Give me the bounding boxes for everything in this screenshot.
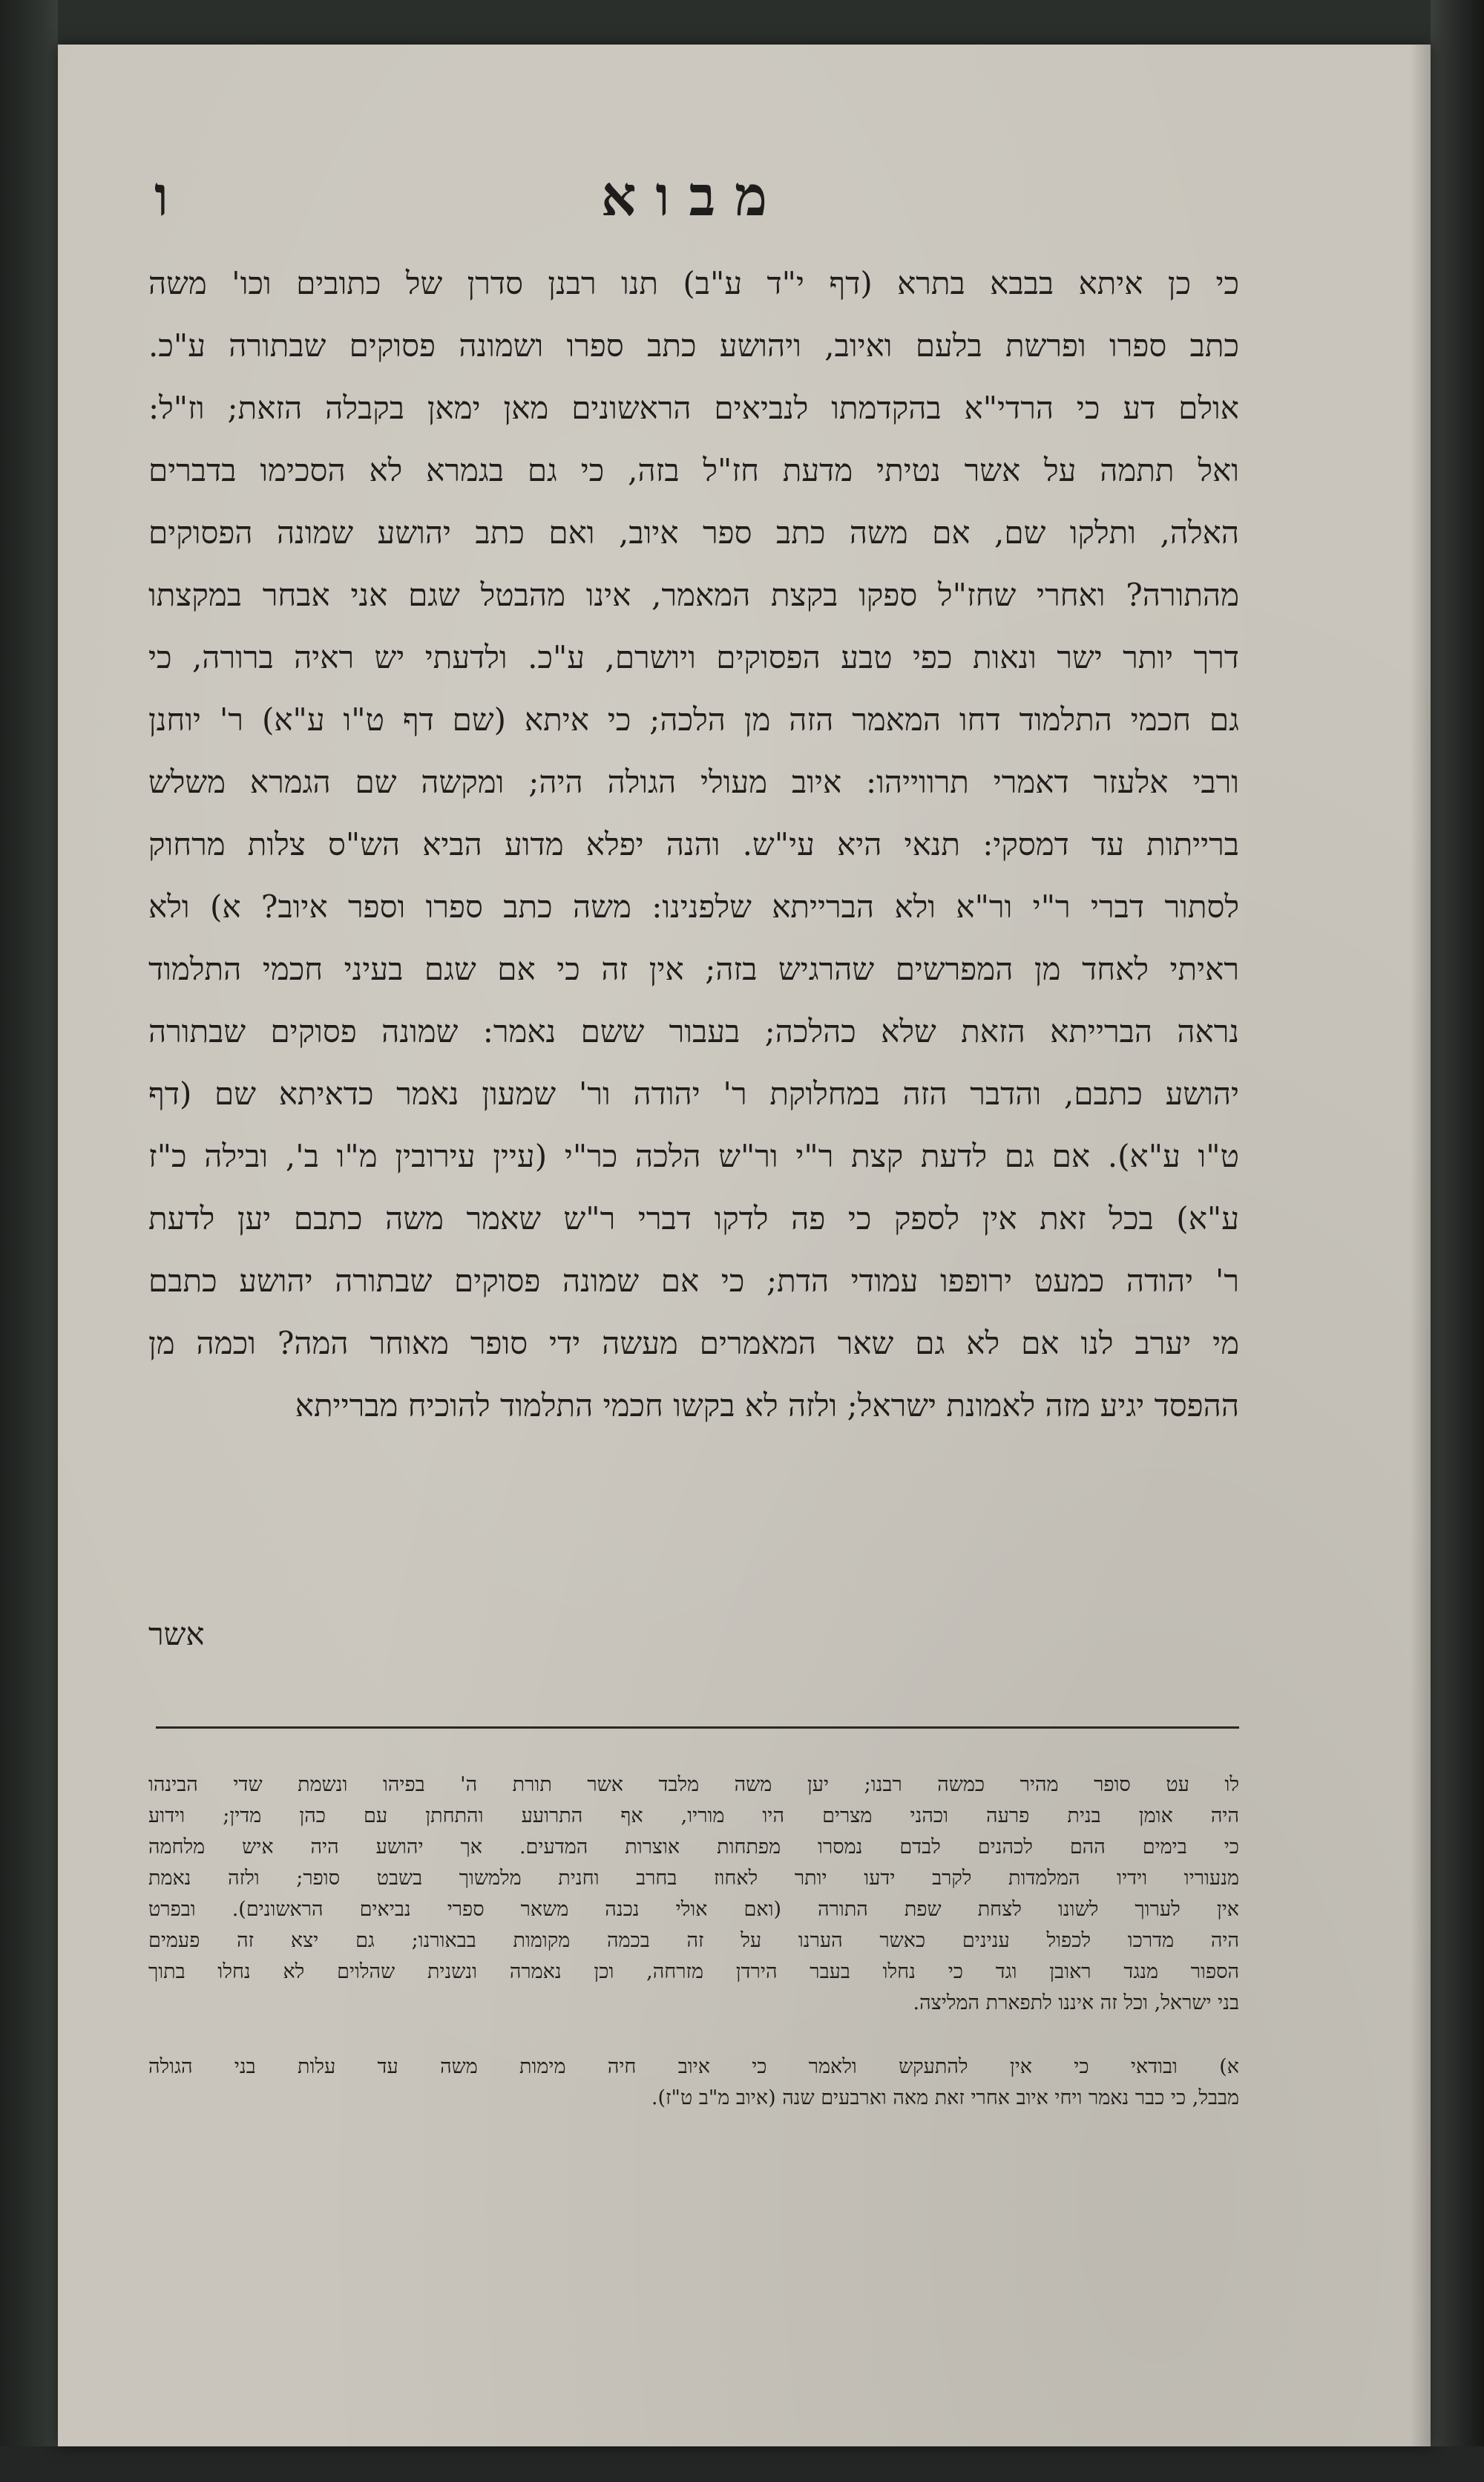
footnote-a: [148, 2052, 1239, 2114]
text-line: מי יערב לנו אם לא גם שאר המאמרים מעשה ידי סופר מאוחר המה? וכמה מן: [148, 1325, 1239, 1361]
footnote-star: [148, 1769, 1239, 2019]
page-gutter-shadow: [1410, 45, 1431, 2446]
scanner-bed-left: [0, 0, 58, 2482]
text-line: כי כן איתא בבבא בתרא (דף י"ד ע"ב) תנו רבנן סדרן של כתובים וכו' משה: [148, 265, 1239, 301]
footnote-line: אין לערוך לשונו לצחת שפת התורה (ואם אולי נכנה משאר ספרי נביאים הראשונים). ובפרט: [148, 1898, 1239, 1921]
text-line: ר' יהודה כמעט ירופפו עמודי הדת; כי אם שמונה פסוקים שבתורה יהושע כתבם: [148, 1263, 1239, 1299]
footnotes-block: [148, 1769, 1239, 2114]
text-line: דרך יותר ישר ונאות כפי טבע הפסוקים ויושרם, ע"כ. ולדעתי יש ראיה ברורה, כי: [148, 639, 1239, 675]
page-header: [148, 156, 1239, 238]
footnote-line: מבבל, כי כבר נאמר ויחי איוב אחרי זאת מאה וארבעים שנה (איוב מ"ב ט"ז).: [651, 2086, 1239, 2109]
footnote-line: כי בימים ההם לכהנים לבדם נמסרו מפתחות אוצרות המדעים. אך יהושע היה איש מלחמה: [148, 1836, 1239, 1859]
text-line: גם חכמי התלמוד דחו המאמר הזה מן הלכה; כי איתא (שם דף ט"ו ע"א) ר' יוחנן: [148, 701, 1239, 738]
text-line: ראיתי לאחד מן המפרשים שהרגיש בזה; אין זה כי אם שגם בעיני חכמי התלמוד: [148, 951, 1239, 987]
text-line: ואל תתמה על אשר נטיתי מדעת חז"ל בזה, כי גם בגמרא לא הסכימו בדברים: [148, 452, 1239, 488]
footnote-line: מנעוריו וידיו המלמדות לקרב ידעו יותר לאחוז בחרב וחנית מלמשוך בשבט סופר; ולזה נאמת: [148, 1867, 1239, 1890]
text-line: אולם דע כי הרדי"א בהקדמתו לנביאים הראשונים מאן ימאן בקבלה הזאת; וז"ל:: [148, 390, 1239, 426]
text-line: יהושע כתבם, והדבר הזה במחלוקת ר' יהודה ור' שמעון נאמר כדאיתא שם (דף: [148, 1075, 1239, 1112]
footnote-line: היה מדרכו לכפול ענינים כאשר הערנו על זה בכמה מקומות בבאורנו; גם יצא זה פעמים: [148, 1929, 1239, 1952]
text-line: נראה הברייתא הזאת שלא כהלכה; בעבור ששם נאמר: שמונה פסוקים שבתורה: [148, 1013, 1239, 1050]
catchword: אשר: [148, 1616, 205, 1652]
footnote-line: הספור מנגד ראובן וגד כי נחלו בעבר הירדן מזרחה, וכן נאמרה ונשנית שהלוים לא נחלו בתוך: [148, 1960, 1239, 1983]
text-line: האלה, ותלקו שם, אם משה כתב ספר איוב, ואם כתב יהושע שמונה הפסוקים: [148, 514, 1239, 551]
footnote-line: א) ובודאי כי אין להתעקש ולאמר כי איוב חיה מימות משה עד עלות בני הגולה: [148, 2055, 1239, 2078]
running-title: מבוא: [601, 165, 787, 229]
text-line: כתב ספרו ופרשת בלעם ואיוב, ויהושע כתב ספרו ושמונה פסוקים שבתורה ע"כ.: [148, 327, 1239, 364]
footnote-gap: [148, 2019, 1239, 2052]
scanner-bed-bottom: [0, 2446, 1484, 2482]
footnote-line: בני ישראל, וכל זה איננו לתפארת המליצה.: [913, 1991, 1239, 2014]
text-line: לסתור דברי ר"י ור"א ולא הברייתא שלפנינו: משה כתב ספרו וספר איוב? א) ולא: [148, 888, 1239, 925]
text-line: מהתורה? ואחרי שחז"ל ספקו בקצת המאמר, אינו מהבטל שגם אני אבחר במקצתו: [148, 577, 1239, 613]
text-line: ט"ו ע"א). אם גם לדעת קצת ר"י ור"ש הלכה כר"י (עיין עירובין מ"ו ב', ובילה כ"ז: [148, 1138, 1239, 1174]
scanner-bed-right: [1431, 0, 1484, 2482]
text-line: ברייתות עד דמסקי: תנאי היא עי"ש. והנה יפלא מדוע הביא הש"ס צלות מרחוק: [148, 826, 1239, 862]
text-line: ע"א) בכל זאת אין לספק כי פה לדקו דברי ר"ש שאמר משה כתבם יען לדעת: [148, 1200, 1239, 1237]
footnote-line: לו עט סופר מהיר כמשה רבנו; יען משה מלבד אשר תורת ה' בפיהו ונשמת שדי הבינהו: [148, 1773, 1239, 1796]
main-text-block: [148, 252, 1239, 1437]
text-line: ורבי אלעזר דאמרי תרווייהו: איוב מעולי הגולה היה; ומקשה שם הגמרא משלש: [148, 764, 1239, 800]
page-number: ו: [154, 165, 168, 229]
footnote-line: היה אומן בנית פרעה וכהני מצרים היו מוריו, אף התרועע והתחתן עם כהן מדין; וידוע: [148, 1804, 1239, 1827]
text-line: ההפסד יגיע מזה לאמונת ישראל; ולזה לא בקשו חכמי התלמוד להוכיח מברייתא: [295, 1387, 1239, 1424]
footnote-separator-rule: [156, 1726, 1239, 1729]
